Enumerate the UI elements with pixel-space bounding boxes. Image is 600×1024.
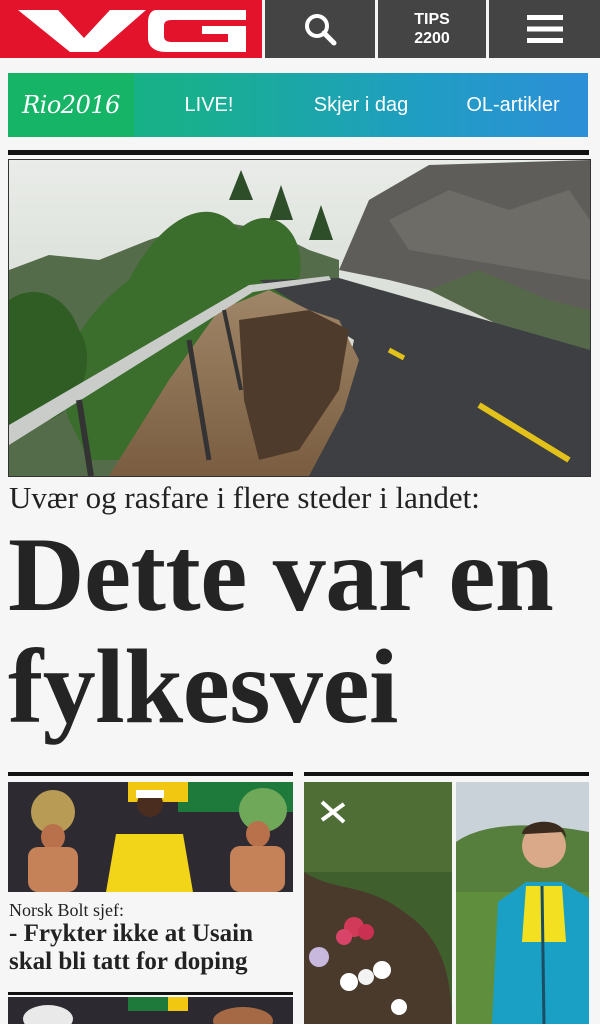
divider (8, 772, 293, 776)
divider (304, 772, 589, 776)
hamburger-menu-icon (527, 14, 563, 44)
grave-and-man-photo-icon (304, 782, 589, 1024)
divider (8, 992, 293, 995)
rio2016-nav (8, 73, 588, 137)
teaser-bottom-photo-icon (8, 997, 293, 1024)
headline-line-1: Dette var en (8, 516, 554, 633)
tips-label: TIPS (414, 11, 450, 28)
menu-button[interactable] (489, 0, 600, 58)
rio2016-logo[interactable]: Rio2016 (8, 73, 134, 137)
teaser-left-kicker[interactable]: Norsk Bolt sjef: (9, 900, 124, 920)
landslide-road-photo-icon (9, 160, 590, 476)
rio-live-link[interactable]: LIVE! (184, 93, 234, 116)
search-button[interactable] (265, 0, 375, 58)
rio-articles-link[interactable]: OL-artikler (466, 93, 560, 116)
top-bar (0, 0, 600, 58)
main-story-kicker[interactable]: Uvær og rasfare i flere steder i landet: (9, 480, 480, 515)
vg-logo-icon (6, 4, 256, 54)
carnival-photo-icon (8, 782, 293, 892)
main-story-headline[interactable] (8, 516, 598, 745)
headline-line-2: fylkesvei (8, 628, 398, 745)
vg-logo[interactable] (0, 0, 262, 58)
teaser-left-title[interactable]: - Frykter ikke at Usain skal bli tatt for doping (9, 920, 253, 975)
main-story-image[interactable] (8, 159, 591, 477)
tips-button[interactable] (378, 0, 486, 58)
teaser-bottom-image[interactable] (8, 997, 293, 1024)
rio-today-link[interactable]: Skjer i dag (313, 93, 409, 116)
divider (8, 150, 589, 155)
teaser-right-image[interactable] (304, 782, 589, 1024)
search-icon (303, 12, 337, 46)
teaser-left-image[interactable] (8, 782, 293, 892)
tips-number: 2200 (414, 30, 450, 47)
